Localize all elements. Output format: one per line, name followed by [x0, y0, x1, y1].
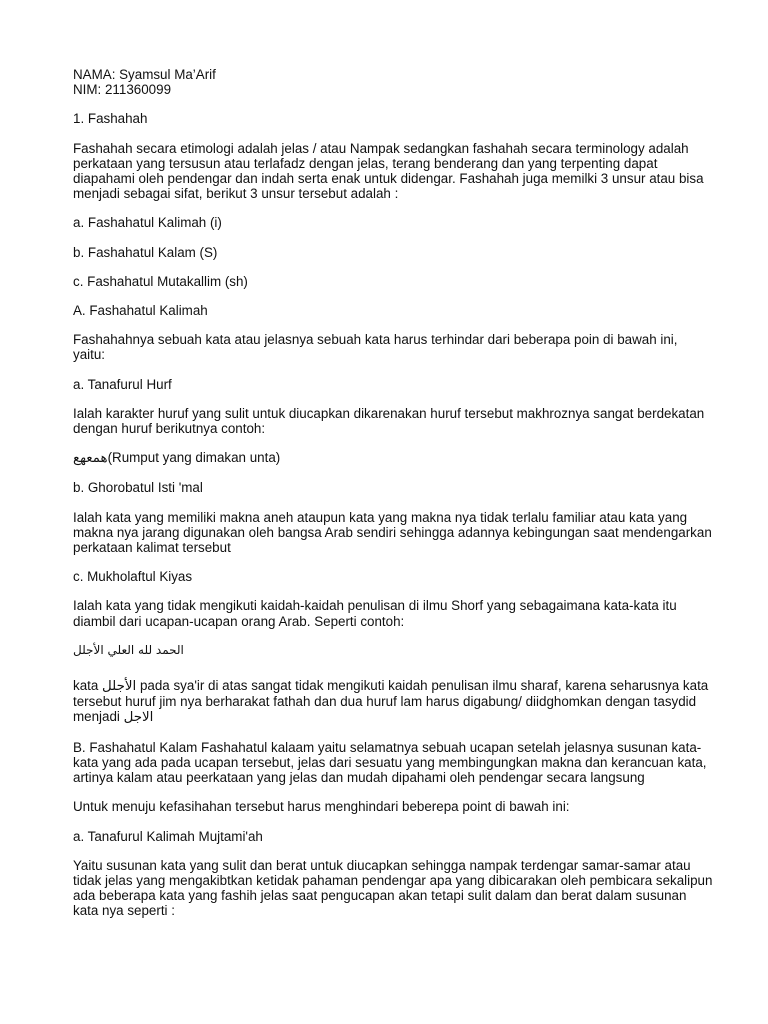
student-nim: NIM: 211360099 [73, 82, 172, 98]
section-a-title: A. Fashahatul Kalimah [73, 303, 208, 319]
section-1-title: 1. Fashahah [73, 111, 148, 127]
unsur-item-2: b. Fashahatul Kalam (S) [73, 244, 218, 260]
section-b-intro: Untuk menuju kefasihahan tersebut harus menghindari beberepa point di bawah ini: [73, 799, 570, 815]
tanafurul-kalimah-desc: Yaitu susunan kata yang sulit dan berat untuk diucapkan sehingga nampak terdengar samar-samar atau tidak jelas yang mengakibtkan ketidak pahaman pendengar apa yang dibicarakan oleh pembicara sekalipun ada beberapa kata yang fashih jelas saat pengucapan akan tetapi sulit dalam dan berat dalam susunan kata nya seperti : [73, 857, 713, 919]
section-b-paragraph: B. Fashahatul Kalam Fashahatul kalaam yaitu selamatnya sebuah ucapan setelah jelasnya susunan kata-kata yang ada pada ucapan tersebut, jelas dari sesuatu yang membingungkan makna dan kerancuan kata, artinya kalam atau peerkataan yang jelas dan mudah dipahami oleh pendengar secara langsung [73, 739, 707, 786]
section-1-intro: Fashahah secara etimologi adalah jelas / atau Nampak sedangkan fashahah secara terminology adalah perkataan yang tersusun atau terlafadz dengan jelas, terang benderang dan yang terpenting dapat diapahami oleh pendengar dan indah serta enak untuk didengar. Fashahah juga memilki 3 unsur atau bisa menjadi sebagai sifat, berikut 3 unsur tersebut adalah : [73, 140, 704, 202]
example-arabic-word: همعهع [73, 451, 108, 467]
note-arabic-word-2: الاجل [123, 710, 154, 726]
section-a-intro: Fashahahnya sebuah kata atau jelasnya sebuah kata harus terhindar dari beberapa poin di bawah ini, yaitu: [73, 332, 678, 363]
mukholaftul-desc: Ialah kata yang tidak mengikuti kaidah-kaidah penulisan di ilmu Shorf yang sebagaimana kata-kata itu diambil dari ucapan-ucapan orang Arab. Seperti contoh: [73, 598, 677, 629]
example-meaning: (Rumput yang dimakan unta) [107, 450, 281, 466]
ghorobatul-desc: Ialah kata yang memiliki makna aneh ataupun kata yang makna nya tidak terlalu familiar atau kata yang makna nya jarang digunakan oleh bangsa Arab sendiri sehingga adannya kebingungan saat mendengarkan perkataan kalimat tersebut [73, 509, 712, 556]
mukholaftul-title: c. Mukholaftul Kiyas [73, 569, 193, 585]
note-arabic-word-1: الأجلل [102, 679, 137, 695]
unsur-item-1: a. Fashahatul Kalimah (i) [73, 215, 222, 231]
tanafurul-kalimah-title: a. Tanafurul Kalimah Mujtami'ah [73, 828, 263, 844]
tanafurul-hurf-title: a. Tanafurul Hurf [73, 376, 172, 392]
tanafurul-hurf-example [73, 450, 713, 466]
ghorobatul-title: b. Ghorobatul Isti 'mal [73, 480, 203, 496]
unsur-item-3: c. Fashahatul Mutakallim (sh) [73, 273, 248, 289]
tanafurul-hurf-desc: Ialah karakter huruf yang sulit untuk diucapkan dikarenakan huruf tersebut makhroznya sangat berdekatan dengan huruf berikutnya contoh: [73, 405, 705, 437]
document-page [73, 67, 713, 933]
mukholaftul-note: kata الأجلل pada sya'ir di atas sangat tidak mengikuti kaidah penulisan ilmu sharaf, karena seharusnya kata tersebut huruf jim nya berharakat fathah dan dua huruf lam harus digabung/ diidghomkan dengan tasydid menjadi الاجل [73, 678, 709, 726]
syair-arabic-example: الحمد لله العلي الأجلل [73, 642, 184, 657]
student-name: NAMA: Syamsul Ma’Arif [73, 67, 216, 82]
